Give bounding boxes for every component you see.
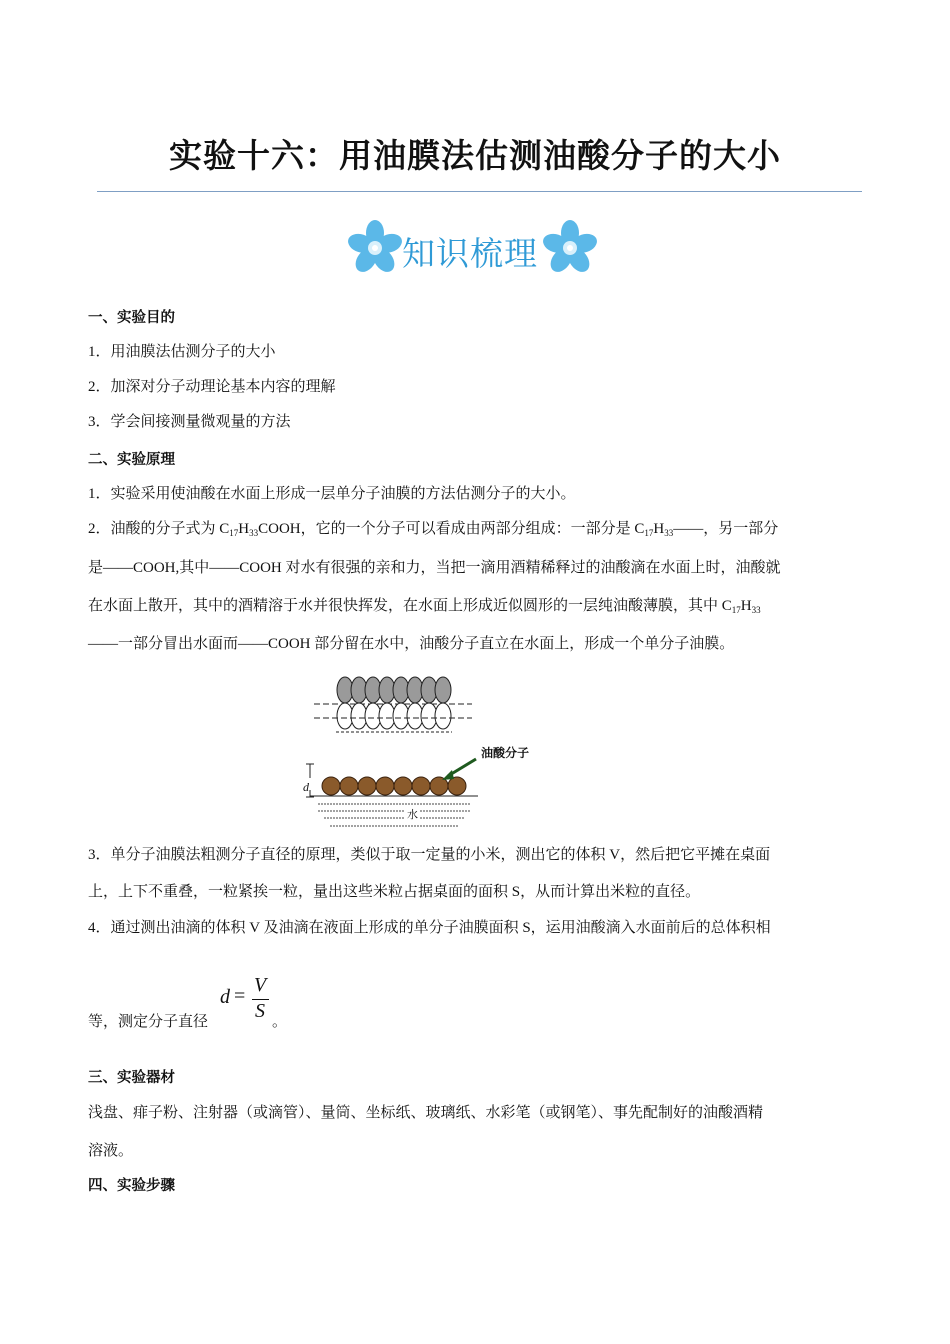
diagram-label-d: d: [303, 780, 309, 794]
heading-equipment: 三、实验器材: [88, 1070, 175, 1086]
diagram-label-molecule: 油酸分子: [481, 746, 530, 760]
paragraph-line: 浅盘、痱子粉、注射器（或滴管）、量筒、坐标纸、玻璃纸、水彩笔（或钢笔）、事先配制好的油酸酒精: [88, 1105, 764, 1121]
paragraph-line: 在水面上散开，其中的酒精溶于水并很快挥发，在水面上形成近似圆形的一层纯油酸薄膜，其中 $C_{17}H_{33}$: [88, 598, 761, 615]
list-item: 2．加深对分子动理论基本内容的理解: [88, 379, 336, 395]
paragraph-line: ——一部分冒出水面而——COOH 部分留在水中，油酸分子直立在水面上，形成一个单分子油膜。: [88, 636, 735, 652]
lower-molecule-illustration: [306, 759, 478, 826]
title-divider: [97, 191, 862, 192]
paragraph-line: 是——COOH,其中——COOH 对水有很强的亲和力，当把一滴用酒精稀释过的油酸滴在水面上时，油酸就: [88, 560, 781, 576]
upper-molecule-illustration: [314, 677, 472, 732]
paragraph: 1．实验采用使油酸在水面上形成一层单分子油膜的方法估测分子的大小。: [88, 486, 576, 502]
flower-icon-left: [346, 220, 405, 276]
sentence-end: 。: [272, 1014, 288, 1030]
paragraph-line: 3．单分子油膜法粗测分子直径的原理，类似于取一定量的小米，测出它的体积 V，然后把它平摊在桌面: [88, 847, 771, 863]
flower-icon-right: [541, 220, 600, 276]
heading-principle: 二、实验原理: [88, 452, 175, 468]
oil-film-diagram: [300, 668, 550, 838]
paragraph-line: 等，测定分子直径: [88, 1014, 209, 1030]
list-item: 1．用油膜法估测分子的大小: [88, 344, 276, 360]
diameter-formula: d = V S: [218, 974, 278, 1030]
paragraph-line: 4．通过测出油滴的体积 V 及油滴在液面上形成的单分子油膜面积 S，运用油酸滴入水面前后的总体积相: [88, 920, 771, 936]
list-item: 3．学会间接测量微观量的方法: [88, 414, 291, 430]
banner-text: 知识梳理: [402, 234, 538, 273]
diagram-label-water: 水: [405, 806, 420, 822]
heading-purpose: 一、实验目的: [88, 310, 175, 326]
heading-steps: 四、实验步骤: [88, 1178, 175, 1194]
paragraph-line: 溶液。: [88, 1143, 134, 1159]
paragraph-line: 上，上下不重叠，一粒紧挨一粒，量出这些米粒占据桌面的面积 S，从而计算出米粒的直径。: [88, 884, 701, 900]
paragraph-line: 2．油酸的分子式为 $C_{17}H_{33}COOH$，它的一个分子可以看成由两部分组成：一部分是 $C_{17}H_{33}——$，另一部分: [88, 521, 779, 538]
page-title: 实验十六：用油膜法估测油酸分子的大小: [169, 136, 781, 175]
section-banner: [345, 218, 605, 280]
